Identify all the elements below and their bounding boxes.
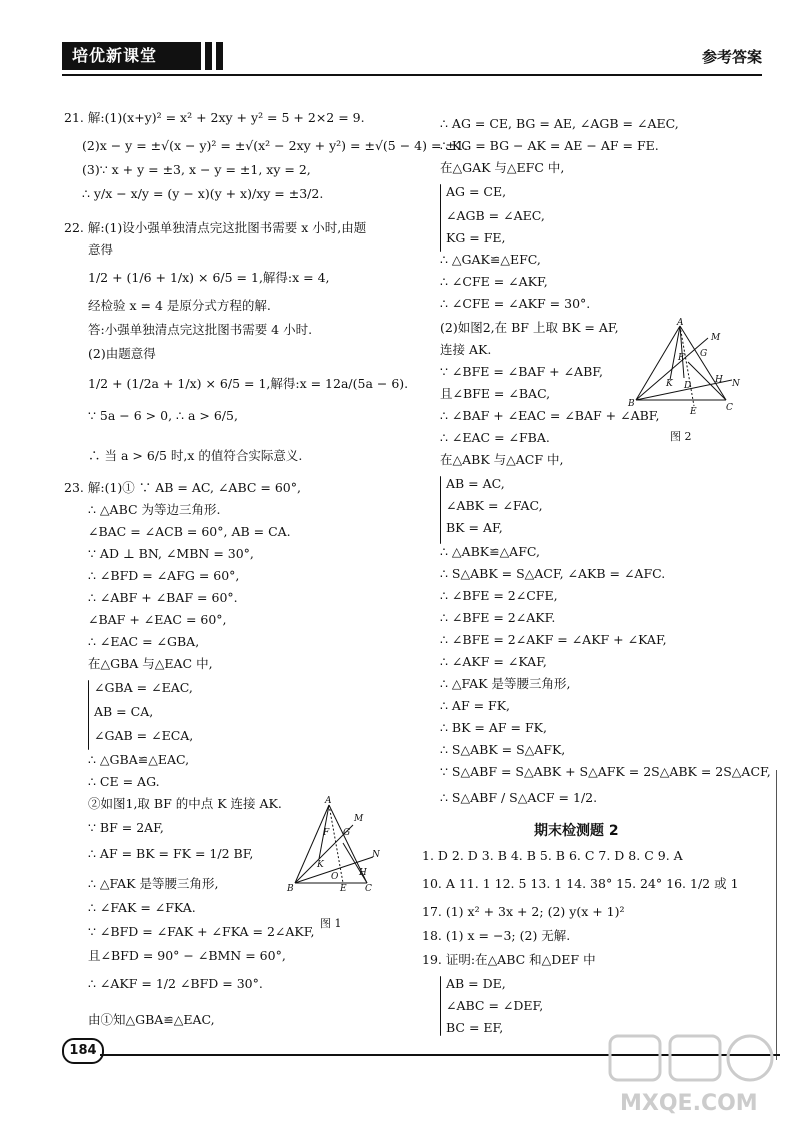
answer-line: ∠BAF + ∠EAC = 60°, (88, 612, 227, 627)
answer-line: (2)如图2,在 BF 上取 BK = AF, (440, 320, 619, 335)
answer-line: 23. 解:(1)① ∵ AB = AC, ∠ABC = 60°, (64, 480, 301, 495)
answer-line: ∵ S△ABF = S△ABK + S△AFK = 2S△ABK = 2S△ACF, (440, 764, 771, 779)
exam-line: 19. 证明:在△ABC 和△DEF 中 (422, 952, 596, 967)
exam-line: ∠ABC = ∠DEF, (446, 998, 544, 1013)
answer-line: KG = FE, (446, 230, 506, 245)
exam-line: 18. (1) x = −3; (2) 无解. (422, 928, 571, 943)
fig2-label: E (690, 407, 697, 417)
answer-line: (2)x − y = ±√(x − y)² = ±√(x² − 2xy + y²) = ±√(5 − 4) = ±1. (82, 138, 468, 153)
answer-line: AG = CE, (446, 184, 507, 199)
figure-2-caption: 图 2 (670, 430, 692, 443)
answer-line: ∠GAB = ∠ECA, (94, 728, 194, 743)
column-rule (776, 770, 777, 1060)
answer-line: ∴ ∠BFE = 2∠AKF = ∠AKF + ∠KAF, (440, 632, 667, 647)
fig1-label: G (343, 828, 351, 838)
answer-line: 由①知△GBA≌△EAC, (88, 1012, 215, 1027)
exam-title: 期末检测题 2 (534, 823, 619, 839)
section-label: 参考答案 (701, 48, 762, 66)
figure-2-diagram (622, 318, 742, 418)
answer-line: ∴ y/x − x/y = (y − x)(y + x)/xy = ±3/2. (82, 186, 324, 201)
answer-line: 在△GAK 与△EFC 中, (440, 160, 565, 175)
fig2-label: H (715, 375, 723, 385)
answer-line: 在△GBA 与△EAC 中, (88, 656, 213, 671)
answer-line: 意得 (88, 242, 114, 257)
answer-line: AB = AC, (446, 476, 505, 491)
answer-line: ∴ △FAK 是等腰三角形, (440, 676, 571, 691)
answer-line: ∴ ∠BFE = 2∠AKF. (440, 610, 556, 625)
answer-line: ∴ ∠CFE = ∠AKF = 30°. (440, 296, 591, 311)
system-brace (440, 184, 441, 252)
fig1-label: M (354, 814, 364, 824)
answer-line: ∴ ∠EAC = ∠GBA, (88, 634, 200, 649)
answer-line: ∠AGB = ∠AEC, (446, 208, 545, 223)
answer-line: ∴ AF = FK, (440, 698, 511, 713)
fig2-label: C (726, 403, 733, 413)
answer-line: ∴ ∠ABF + ∠BAF = 60°. (88, 590, 238, 605)
answer-line: ∴ ∠AKF = 1/2 ∠BFD = 30°. (88, 976, 263, 991)
fig2-label: A (677, 318, 684, 328)
answer-line: ∴ ∠BAF + ∠EAC = ∠BAF + ∠ABF, (440, 408, 660, 423)
answer-line: (2)由题意得 (88, 346, 156, 361)
answer-line: ∵ ∠BFD = ∠FAK + ∠FKA = 2∠AKF, (88, 924, 315, 939)
answer-line: ∴ AF = BK = FK = 1/2 BF, (88, 846, 254, 861)
answer-line: 答:小强单独清点完这批图书需要 4 小时. (88, 322, 313, 337)
fig1-label: O (331, 872, 339, 882)
answer-line: (3)∵ x + y = ±3, x − y = ±1, xy = 2, (82, 162, 311, 177)
answer-line: ∴ △GBA≌△EAC, (88, 752, 190, 767)
answer-line: ∵ AD ⊥ BN, ∠MBN = 30°, (88, 546, 254, 561)
fig2-label: K (666, 379, 673, 389)
answer-line: ∴ ∠FAK = ∠FKA. (88, 900, 196, 915)
answer-line: ②如图1,取 BF 的中点 K 连接 AK. (88, 796, 282, 811)
watermark-text: MXQE.COM (620, 1091, 758, 1116)
watermark-logo (600, 1030, 790, 1120)
answer-line: ∴ S△ABK = S△AFK, (440, 742, 566, 757)
fig1-label: E (340, 884, 347, 894)
answer-line: ∴ △FAK 是等腰三角形, (88, 876, 219, 891)
figure-1-caption: 图 1 (320, 917, 342, 930)
answer-line: ∴ S△ABK = S△ACF, ∠AKB = ∠AFC. (440, 566, 666, 581)
fig2-label: G (700, 349, 708, 359)
answer-line: 连接 AK. (440, 342, 492, 357)
answer-line: 且∠BFE = ∠BAC, (440, 386, 551, 401)
fig1-label: B (287, 884, 294, 894)
answer-line: ∴ △ABC 为等边三角形. (88, 502, 221, 517)
fig1-label: F (323, 828, 330, 838)
system-brace (440, 976, 441, 1036)
answer-line: 1/2 + (1/2a + 1/x) × 6/5 = 1,解得:x = 12a/(5a − 6). (88, 376, 409, 391)
answer-line: 1/2 + (1/6 + 1/x) × 6/5 = 1,解得:x = 4, (88, 270, 330, 285)
system-brace (440, 476, 441, 544)
answer-line: ∴ ∠BFE = 2∠CFE, (440, 588, 558, 603)
page-number: 184 (62, 1038, 104, 1064)
fig2-label: D (684, 381, 692, 391)
answer-line: 在△ABK 与△ACF 中, (440, 452, 564, 467)
answer-line: ∵ BF = 2AF, (88, 820, 164, 835)
answer-line: ∴ S△ABF / S△ACF = 1/2. (440, 790, 598, 805)
exam-line: 1. D 2. D 3. B 4. B 5. B 6. C 7. D 8. C 9. A (422, 848, 683, 863)
answer-line: ∴ ∠BFD = ∠AFG = 60°, (88, 568, 240, 583)
exam-line: 10. A 11. 1 12. 5 13. 1 14. 38° 15. 24° 16. 1/2 或 1 (422, 876, 739, 891)
answer-line: ∴ KG = BG − AK = AE − AF = FE. (440, 138, 659, 153)
fig1-label: N (372, 850, 380, 860)
answer-line: AB = CA, (94, 704, 154, 719)
exam-line: BC = EF, (446, 1020, 504, 1035)
fig1-label: C (365, 884, 372, 894)
answer-line: ∵ ∠BFE = ∠BAF + ∠ABF, (440, 364, 603, 379)
answer-line: ∠ABK = ∠FAC, (446, 498, 543, 513)
answer-line: ∴ ∠CFE = ∠AKF, (440, 274, 548, 289)
answer-line: 且∠BFD = 90° − ∠BMN = 60°, (88, 948, 286, 963)
answer-line: ∴ △GAK≌△EFC, (440, 252, 541, 267)
answer-line: ∵ 5a − 6 > 0, ∴ a > 6/5, (88, 408, 238, 423)
answer-line: ∴ AG = CE, BG = AE, ∠AGB = ∠AEC, (440, 116, 679, 131)
answer-line: 经检验 x = 4 是原分式方程的解. (88, 298, 271, 313)
page-header (62, 42, 762, 72)
exam-line: AB = DE, (446, 976, 506, 991)
answer-line: ∴ △ABK≌△AFC, (440, 544, 540, 559)
answer-line: BK = AF, (446, 520, 503, 535)
fig1-label: K (317, 860, 324, 870)
answer-line: ∴ 当 a > 6/5 时,x 的值符合实际意义. (88, 448, 303, 463)
answer-line: ∴ ∠AKF = ∠KAF, (440, 654, 547, 669)
answer-line: ∴ BK = AF = FK, (440, 720, 547, 735)
fig2-label: B (628, 399, 635, 409)
answer-line: ∠BAC = ∠ACB = 60°, AB = CA. (88, 524, 291, 539)
exam-line: 17. (1) x² + 3x + 2; (2) y(x + 1)² (422, 904, 625, 919)
fig2-label: N (732, 379, 740, 389)
fig1-label: H (359, 868, 367, 878)
book-title: 培优新课堂 (62, 42, 194, 70)
header-bars (194, 42, 227, 74)
figure-1-diagram (285, 795, 380, 915)
answer-line: ∴ ∠EAC = ∠FBA. (440, 430, 550, 445)
fig1-label: A (325, 796, 332, 806)
answer-line: 21. 解:(1)(x+y)² = x² + 2xy + y² = 5 + 2×2 = 9. (64, 110, 365, 125)
fig2-label: M (711, 333, 721, 343)
answer-line: 22. 解:(1)设小强单独清点完这批图书需要 x 小时,由题 (64, 220, 367, 235)
fig2-label: F (678, 353, 685, 363)
answer-line: ∠GBA = ∠EAC, (94, 680, 193, 695)
system-brace (88, 680, 89, 750)
answer-line: ∴ CE = AG. (88, 774, 160, 789)
header-rule (62, 74, 762, 76)
